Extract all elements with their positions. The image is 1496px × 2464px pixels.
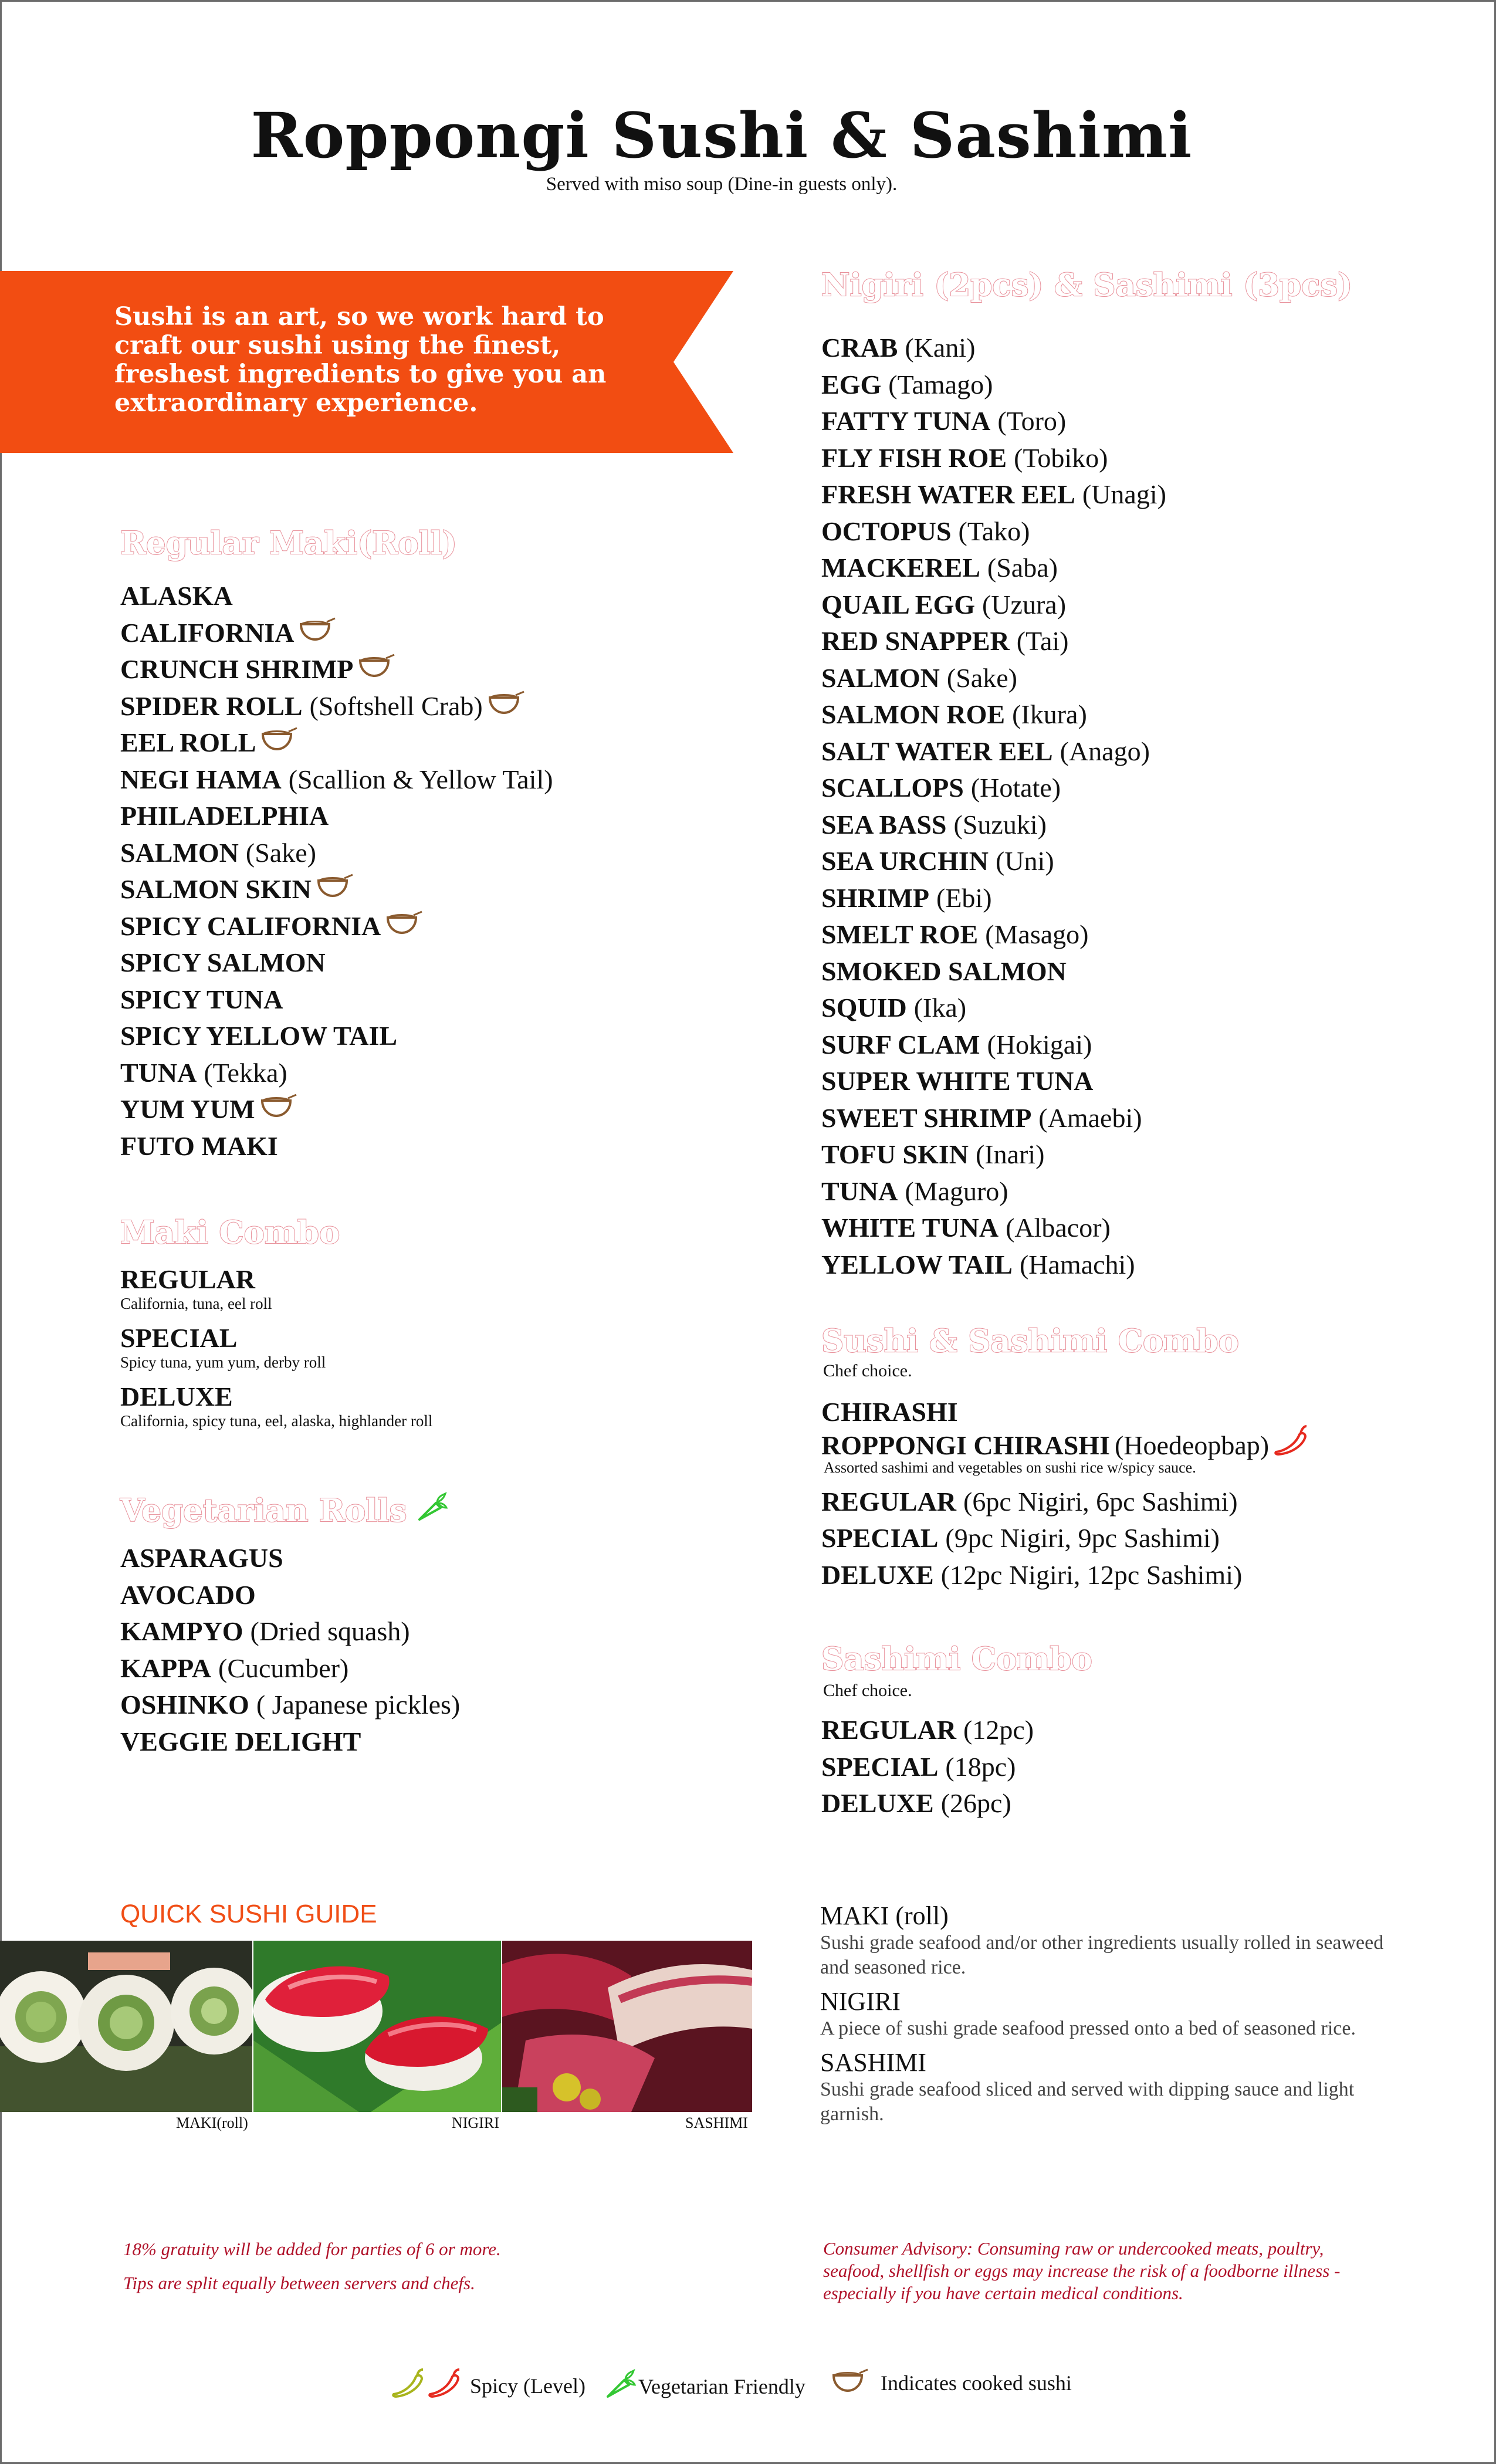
item-name: SUPER WHITE TUNA: [821, 1066, 1094, 1096]
menu-item: [120, 1091, 553, 1128]
item-alt: (26pc): [940, 1788, 1011, 1819]
item-name: MACKEREL: [821, 553, 980, 583]
combo-desc: Spicy tuna, yum yum, derby roll: [120, 1353, 326, 1371]
item-alt: (12pc): [963, 1715, 1034, 1745]
menu-item: [120, 761, 553, 798]
item-alt: (Amaebi): [1038, 1102, 1142, 1133]
maki-photo: [0, 1941, 252, 2112]
chirashi-list: [821, 1394, 1309, 1593]
menu-item: [821, 1027, 1166, 1064]
item-name: SEA URCHIN: [821, 846, 989, 876]
guide-title: QUICK SUSHI GUIDE: [120, 1900, 377, 1928]
item-alt: (Tobiko): [1014, 442, 1108, 473]
menu-item: [120, 615, 553, 652]
item-name: ASPARAGUS: [120, 1543, 283, 1573]
menu-item: [120, 651, 553, 688]
sashimi-term: SASHIMI: [820, 2048, 926, 2077]
item-name: FLY FISH ROE: [821, 442, 1007, 473]
item-name: SALMON SKIN: [120, 874, 312, 905]
cooked-icon: [297, 615, 336, 651]
sushi-sashimi-combo-items: [821, 1484, 1309, 1594]
item-name: SQUID: [821, 993, 907, 1023]
menu-item: [821, 587, 1166, 624]
menu-item: [821, 476, 1166, 513]
menu-item: [821, 513, 1166, 550]
cooked-icon: [830, 2367, 869, 2398]
menu-item: [120, 1055, 553, 1092]
item-name: SPICY CALIFORNIA: [120, 911, 381, 941]
menu-item: [821, 733, 1166, 770]
item-name: AVOCADO: [120, 1579, 256, 1610]
item-name: YELLOW TAIL: [821, 1249, 1013, 1280]
menu-item: [120, 1650, 460, 1687]
item-name: VEGGIE DELIGHT: [120, 1726, 361, 1756]
nigiri-list: [821, 330, 1166, 1283]
item-alt: (Sake): [946, 662, 1017, 693]
menu-item: [120, 871, 553, 908]
item-name: WHITE TUNA: [821, 1213, 999, 1243]
combo-name: REGULAR: [120, 1264, 256, 1294]
nigiri-definition: A piece of sushi grade seafood pressed onto a bed of seasoned rice.: [820, 2018, 1356, 2039]
cooked-icon: [357, 651, 395, 688]
menu-item: [821, 1431, 1309, 1460]
menu-item: [821, 367, 1166, 404]
menu-item: [821, 550, 1166, 587]
maki-combo-special: [120, 1323, 326, 1371]
menu-item: [120, 1613, 460, 1650]
item-alt: (Tai): [1016, 626, 1069, 656]
menu-item: [821, 843, 1166, 880]
menu-item: [821, 1247, 1166, 1284]
item-name: TUNA: [120, 1057, 197, 1088]
legend-spicy-label: Spicy (Level): [470, 2374, 585, 2398]
combo-desc: California, tuna, eel roll: [120, 1295, 272, 1312]
item-name: TUNA: [821, 1176, 898, 1206]
sushi-sashimi-combo-note: Chef choice.: [823, 1361, 912, 1380]
menu-item: [120, 1128, 553, 1165]
menu-item: [821, 1394, 1309, 1431]
item-name: CHIRASHI: [821, 1397, 958, 1427]
item-alt: (Hotate): [970, 773, 1061, 803]
item-name: REGULAR: [821, 1715, 957, 1745]
menu-item: [821, 953, 1166, 990]
menu-item: [821, 1785, 1034, 1822]
item-name: CRAB: [821, 333, 898, 363]
maki-definition: Sushi grade seafood and/or other ingredients usually rolled in seaweed and seasoned rice.: [820, 1932, 1384, 1978]
combo-name: SPECIAL: [120, 1323, 238, 1353]
menu-item: [821, 1136, 1166, 1173]
item-alt: (Hokigai): [987, 1029, 1092, 1060]
combo-name: DELUXE: [120, 1382, 233, 1412]
menu-item: [821, 916, 1166, 953]
item-name: REGULAR: [821, 1486, 957, 1517]
item-name: SPECIAL: [821, 1523, 939, 1553]
maki-term: MAKI (roll): [820, 1901, 949, 1930]
vegetarian-list: [120, 1540, 460, 1760]
item-name: FRESH WATER EEL: [821, 479, 1075, 510]
cooked-icon: [259, 725, 298, 761]
roppongi-chirashi-desc: Assorted sashimi and vegetables on sushi rice w/spicy sauce.: [824, 1458, 1196, 1476]
item-alt: (Toro): [997, 406, 1067, 436]
menu-item: [821, 440, 1166, 477]
item-name: NEGI HAMA: [120, 764, 282, 794]
cooked-icon: [384, 908, 423, 945]
item-alt: (Masago): [985, 919, 1089, 950]
item-name: OSHINKO: [120, 1690, 249, 1720]
legend-cooked: [830, 2367, 1072, 2398]
item-name: ALASKA: [120, 581, 233, 611]
regular-maki-list: [120, 578, 553, 1165]
item-alt: (Hamachi): [1019, 1249, 1135, 1280]
item-name: YUM YUM: [120, 1094, 255, 1125]
legend-spicy: [390, 2367, 585, 2404]
menu-item: [120, 981, 553, 1018]
item-name: ROPPONGI CHIRASHI: [821, 1430, 1110, 1460]
cooked-icon: [315, 871, 354, 908]
menu-title: Roppongi Sushi & Sashimi: [251, 99, 1193, 172]
mild-spicy-icon: [390, 2367, 427, 2404]
item-name: SHRIMP: [821, 882, 929, 913]
menu-item: [821, 1557, 1309, 1594]
item-alt: (Uni): [996, 846, 1054, 876]
menu-item: [821, 807, 1166, 844]
item-name: SALT WATER EEL: [821, 736, 1053, 766]
item-alt: (Tekka): [204, 1057, 287, 1088]
legend-vegetarian-label: Vegetarian Friendly: [638, 2374, 805, 2398]
menu-item: [821, 1484, 1309, 1521]
sashimi-photo: [502, 1941, 752, 2112]
spicy-icon: [427, 2367, 463, 2404]
menu-item: [120, 1577, 460, 1614]
item-name: TOFU SKIN: [821, 1139, 969, 1170]
item-alt: (18pc): [945, 1751, 1016, 1782]
menu-item: [120, 725, 553, 761]
item-alt: (Maguro): [905, 1176, 1008, 1206]
menu-item: [821, 403, 1166, 440]
item-alt: (Albacor): [1006, 1213, 1111, 1243]
item-name: SMOKED SALMON: [821, 956, 1067, 986]
maki-combo-heading: Maki Combo: [120, 1214, 340, 1251]
menu-item: [821, 660, 1166, 697]
spicy-icon: [1272, 1424, 1309, 1467]
maki-caption: MAKI(roll): [176, 2114, 248, 2131]
sushi-sashimi-combo-heading: Sushi & Sashimi Combo: [821, 1323, 1239, 1359]
nigiri-caption: NIGIRI: [452, 2114, 499, 2131]
item-alt: (6pc Nigiri, 6pc Sashimi): [963, 1486, 1238, 1517]
vegetarian-icon: [603, 2367, 636, 2405]
menu-item: [120, 1540, 460, 1577]
menu-subtitle: Served with miso soup (Dine-in guests only).: [546, 174, 898, 195]
legend-vegetarian: [603, 2367, 805, 2405]
vegetarian-heading: [120, 1490, 448, 1531]
item-name: EEL ROLL: [120, 727, 256, 758]
menu-item: [821, 990, 1166, 1027]
menu-item: [120, 688, 553, 725]
menu-item: [120, 945, 553, 981]
item-name: SPICY SALMON: [120, 947, 326, 978]
menu-item: [821, 330, 1166, 367]
item-name: SPICY YELLOW TAIL: [120, 1021, 398, 1051]
item-alt: (Suzuki): [953, 809, 1047, 840]
sashimi-caption: SASHIMI: [685, 2114, 748, 2131]
menu-item: [120, 578, 553, 615]
menu-item: [821, 1520, 1309, 1557]
menu-item: [821, 696, 1166, 733]
item-name: SPICY TUNA: [120, 984, 283, 1014]
sashimi-combo-heading: Sashimi Combo: [821, 1641, 1092, 1677]
item-alt: (Sake): [245, 837, 316, 868]
item-alt: (Ika): [913, 993, 967, 1023]
item-name: SMELT ROE: [821, 919, 979, 950]
menu-item: [821, 1063, 1166, 1100]
item-alt: (Softshell Crab): [309, 691, 483, 721]
cooked-icon: [259, 1091, 297, 1128]
item-name: SPIDER ROLL: [120, 691, 303, 721]
item-alt: (Anago): [1060, 736, 1150, 766]
sashimi-combo-note: Chef choice.: [823, 1681, 912, 1700]
item-name: SEA BASS: [821, 809, 947, 840]
menu-item: [120, 835, 553, 872]
item-name: SPECIAL: [821, 1751, 939, 1782]
combo-desc: California, spicy tuna, eel, alaska, highlander roll: [120, 1412, 433, 1430]
item-name: RED SNAPPER: [821, 626, 1010, 656]
item-name: FUTO MAKI: [120, 1131, 278, 1161]
menu-item: [821, 623, 1166, 660]
menu-item: [821, 1712, 1034, 1749]
item-name: SALMON ROE: [821, 699, 1006, 730]
item-alt: (Cucumber): [218, 1653, 349, 1683]
item-alt: ( Japanese pickles): [256, 1690, 461, 1720]
item-name: SURF CLAM: [821, 1029, 980, 1060]
item-alt: (Ikura): [1012, 699, 1087, 730]
nigiri-term: NIGIRI: [820, 1987, 901, 2016]
menu-item: [120, 1687, 460, 1724]
item-name: SALMON: [120, 837, 239, 868]
menu-item: [120, 1724, 460, 1761]
menu-item: [821, 1100, 1166, 1137]
item-name: CALIFORNIA: [120, 617, 295, 648]
item-alt: (Unagi): [1082, 479, 1166, 510]
item-alt: (Kani): [905, 333, 976, 363]
menu-item: [120, 1018, 553, 1055]
item-name: DELUXE: [821, 1559, 934, 1590]
nigiri-photo: [253, 1941, 501, 2112]
item-alt: (9pc Nigiri, 9pc Sashimi): [945, 1523, 1220, 1553]
vegetarian-icon: [415, 1490, 448, 1531]
item-name: FATTY TUNA: [821, 406, 991, 436]
item-name: KAMPYO: [120, 1616, 243, 1647]
menu-item: [120, 798, 553, 835]
item-alt: (Tako): [958, 516, 1030, 546]
item-alt: (Tamago): [888, 369, 993, 400]
item-alt: (12pc Nigiri, 12pc Sashimi): [940, 1559, 1243, 1590]
item-name: CRUNCH SHRIMP: [120, 654, 354, 685]
item-alt: (Ebi): [936, 882, 992, 913]
item-alt: (Inari): [975, 1139, 1045, 1170]
item-name: QUAIL EGG: [821, 589, 976, 620]
item-alt: (Uzura): [982, 589, 1067, 620]
maki-combo-regular: [120, 1264, 272, 1312]
vegetarian-heading-label: Vegetarian Rolls: [120, 1492, 407, 1529]
item-name: KAPPA: [120, 1653, 212, 1683]
menu-item: [821, 770, 1166, 807]
menu-item: [821, 1173, 1166, 1210]
cooked-icon: [486, 688, 525, 725]
item-name: SALMON: [821, 662, 940, 693]
item-alt: (Dried squash): [250, 1616, 410, 1647]
tips-note: Tips are split equally between servers and chefs.: [123, 2273, 475, 2293]
item-alt: (Saba): [987, 553, 1058, 583]
item-alt: (Hoedeopbap): [1114, 1430, 1270, 1460]
intro-banner-text: Sushi is an art, so we work hard to craft our sushi using the finest, freshest ingredients to give you an extraordinary experience.: [114, 302, 607, 418]
menu-item: [821, 880, 1166, 917]
item-name: SWEET SHRIMP: [821, 1102, 1032, 1133]
menu-item: [821, 1749, 1034, 1786]
nigiri-heading: Nigiri (2pcs) & Sashimi (3pcs): [821, 267, 1353, 303]
item-name: DELUXE: [821, 1788, 934, 1819]
consumer-advisory: Consumer Advisory: Consuming raw or undercooked meats, poultry, seafood, shellfish or eggs may increase the risk of a foodborne illness - especially if you have certain medical conditions.: [823, 2238, 1341, 2303]
sashimi-combo-list: [821, 1712, 1034, 1822]
menu-item: [821, 1210, 1166, 1247]
menu-item: [120, 908, 553, 945]
item-name: EGG: [821, 369, 882, 400]
maki-combo-deluxe: [120, 1382, 432, 1430]
item-name: SCALLOPS: [821, 773, 964, 803]
item-name: PHILADELPHIA: [120, 801, 329, 831]
sashimi-definition: Sushi grade seafood sliced and served with dipping sauce and light garnish.: [820, 2079, 1355, 2125]
item-name: OCTOPUS: [821, 516, 952, 546]
legend-cooked-label: Indicates cooked sushi: [881, 2371, 1072, 2395]
item-alt: (Scallion & Yellow Tail): [288, 764, 553, 794]
gratuity-note: 18% gratuity will be added for parties of 6 or more.: [123, 2239, 501, 2259]
regular-maki-heading: Regular Maki(Roll): [120, 525, 457, 561]
